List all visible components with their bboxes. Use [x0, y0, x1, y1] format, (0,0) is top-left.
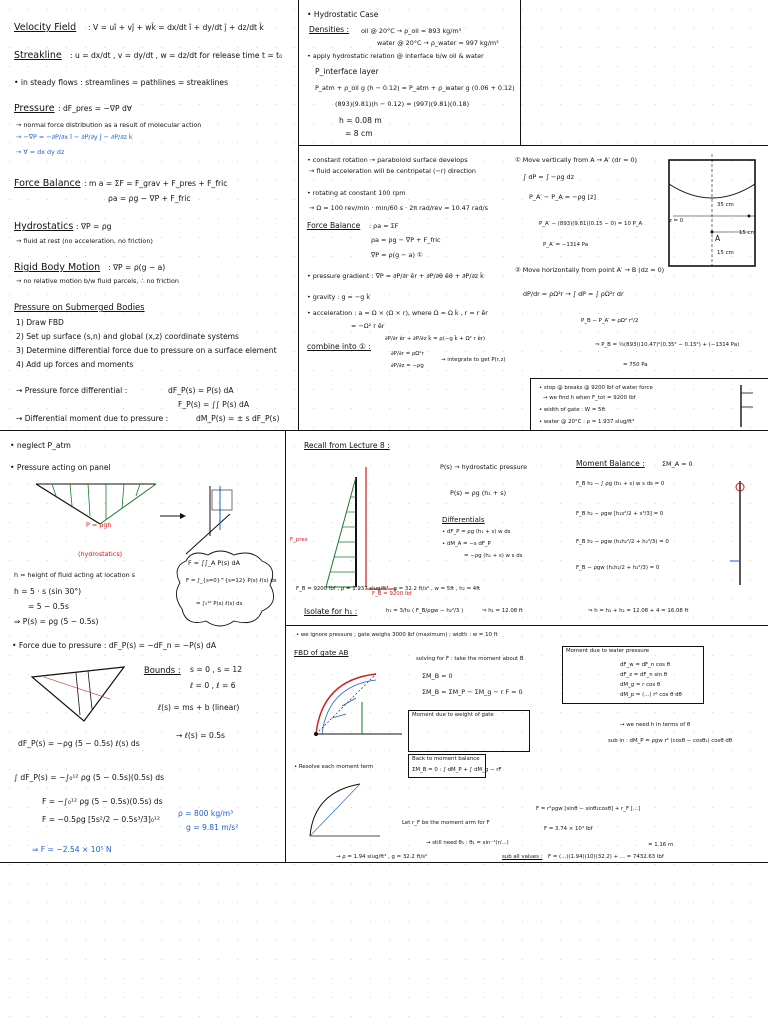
gate-fb-sketch: [726, 477, 766, 587]
stop-note-2: → we find h when F_tot = 9200 lbf: [543, 395, 636, 401]
pressure-force-differential-eq: dF_P(s) = P(s) dA: [168, 386, 234, 395]
hydrostatics-equation: : ∇P = ρg: [76, 222, 112, 231]
bounds-l: ℓ = 0 , ℓ = 6: [190, 681, 236, 690]
h-result-cm: = 8 cm: [345, 129, 373, 138]
hydrostatics-tag: (hydrostatics): [78, 550, 123, 558]
submerged-title: Pressure on Submerged Bodies: [14, 302, 145, 312]
isolate-label: Isolate for h₁ :: [304, 607, 358, 616]
panel-rotation: [299, 146, 768, 378]
rt-need-h: → we need h in terms of θ: [620, 722, 691, 728]
move-vertical-title: ① Move vertically from A → A′ (dr = 0): [515, 156, 638, 164]
moment-balance-eq1: F_B h₂ − ∫ ρg (h₁ + s) w s ds = 0: [576, 481, 665, 487]
move-vertical-result: P_A′ = −1314 Pa: [543, 242, 589, 248]
combine-eq3: ∂P/∂z = −ρg: [391, 363, 424, 369]
rt-eq1: dF_w = dF_n cos θ: [620, 662, 671, 668]
recall-lecture: Recall from Lecture 8 :: [304, 441, 390, 450]
steady-flow-note: • in steady flows : streamlines = pathlines = streaklines: [14, 78, 229, 87]
force-area-integral: F = ∫∫_A P(s) dA: [188, 559, 240, 567]
h-definition: h = height of fluid acting at location s: [14, 571, 136, 579]
fb-label: F_B = 9200 lbf: [372, 591, 412, 597]
panel-curved-gate: [286, 626, 768, 862]
gate-width: • width of gate : W = 5ft: [539, 407, 606, 413]
ps-expression: P(s) = ρg (h₁ + s): [450, 489, 507, 497]
bounds-label: Bounds :: [144, 665, 181, 675]
sum-moments-b-eq: ΣM_B = ΣM_P − ΣM_g − r F = 0: [422, 688, 523, 696]
acceleration-result: = −Ω² r êr: [351, 322, 385, 330]
theta-value: = 1.16 m: [648, 842, 674, 848]
panel-moment-balance: [286, 431, 768, 625]
back-to-moment-label: Back to moment balance: [412, 756, 480, 762]
force-evaluated: F = −0.5ρg [5s²/2 − 0.5s³/3]₀¹²: [42, 815, 160, 824]
moment-balance-label: Moment Balance :: [576, 459, 645, 468]
f-result: F = 3.74 × 10⁴ lbf: [544, 826, 593, 832]
differentials-label: Differentials: [442, 516, 485, 524]
gate-constants: → ρ = 1.94 slug/ft³ , g = 32.2 ft/s²: [336, 854, 428, 860]
l-of-s: → ℓ(s) = 0.5s: [176, 731, 226, 740]
pressure-force-integral: F_P(s) = ∫∫ P(s) dA: [178, 400, 250, 409]
divider-vertical-right-top: [520, 0, 521, 145]
h-result: h = 0.08 m: [339, 116, 382, 125]
isolate-eq: h₁ = 3/h₂ ( F_B/ρgw − h₂²/3 ): [386, 608, 464, 614]
differential-moment-b2: = −ρg (h₁ + s) w s ds: [464, 553, 523, 559]
pressure-on-panel: • Pressure acting on panel: [10, 463, 111, 472]
differential-force: dF_P(s) = −ρg (5 − 0.5s) ℓ(s) ds: [18, 739, 140, 748]
stop-gate-sketch: [737, 383, 767, 429]
curved-gate-sketch-2: [300, 776, 390, 846]
step-4: 4) Add up forces and moments: [16, 360, 134, 369]
moment-balance-eq3: F_B h₂ − ρgw (h₁h₂²/2 + h₂³/3) = 0: [576, 539, 669, 545]
differential-force-b: • dF_P = ρg (h₁ + s) w ds: [442, 529, 511, 535]
panel-gate-stop: [531, 379, 768, 430]
theta-note: → still need θ₁ : θ₁ = sin⁻¹(r/...): [426, 840, 509, 846]
move-horizontal-eq2: P_B − P_A′ = ρΩ² r²/2: [581, 318, 639, 324]
h-expression: h = 5 · s (sin 30°): [14, 587, 82, 596]
moment-balance-eq4: F_B − ρgw (h₁h₂/2 + h₂²/3) = 0: [576, 565, 660, 571]
pressure-force-differential-label: → Pressure force differential :: [16, 386, 128, 395]
combine-eq2: ∂P/∂r = ρΩ²r: [391, 351, 424, 357]
force-line-integral-2: = ∫₀¹² P(s) ℓ(s) ds: [196, 601, 243, 607]
move-horizontal-title: ② Move horizontally from point A′ → B (dz = 0): [515, 266, 665, 274]
let-rf: Let r_F be the moment arm for F: [402, 820, 490, 826]
hydrostatic-case-title: • Hydrostatic Case: [307, 10, 379, 19]
tank-z-label: z = 0: [669, 218, 684, 224]
rigid-body-note: → no relative motion b/w fluid parcels, ∴ no friction: [16, 277, 179, 285]
moment-weight-label: Moment due to weight of gate: [412, 712, 494, 718]
f-pres-label: F_pres: [290, 537, 308, 543]
interface-equation: P_atm + ρ_oil g (h − 0.12) = P_atm + ρ_water g (0.06 + 0.12): [315, 84, 515, 92]
pressure-title: Pressure: [14, 103, 55, 114]
rotation-speed: • rotating at constant 100 rpm: [307, 189, 406, 197]
streakline-title: Streakline: [14, 50, 62, 61]
pressure-note: → normal force distribution as a result of molecular action: [16, 121, 202, 129]
hydrostatics-note: → fluid at rest (no acceleration, no friction): [16, 237, 153, 245]
interface-label: P_interface layer: [315, 67, 379, 76]
velocity-field-equation: : V = uî + vĵ + wk̂ = dx/dt î + dy/dt ĵ + dz/dt k̂: [88, 23, 264, 32]
gate-given-note: • we ignore pressure ; gate weighs 3000 lbf (maximum) ; width : w = 10 ft: [296, 632, 498, 638]
triangle-panel-diagram: [14, 659, 154, 729]
fbd-gate-label: FBD of gate AB: [294, 648, 349, 657]
move-horizontal-eq1: dP/dr = ρΩ²r → ∫ dP = ∫ ρΩ²r dr: [523, 290, 624, 298]
differential-moment-eq: dM_P(s) = ± s dF_P(s): [196, 414, 280, 423]
move-vertical-eq2: P_A′ − P_A = −ρg [z]: [529, 193, 596, 201]
rt-sub: sub in : dM_P = ρgw r² (cosθ − cosθ₁) cosθ dθ: [608, 738, 733, 744]
rotation-note-2: → fluid acceleration will be centripetal (−r) direction: [309, 167, 476, 175]
panel-hydrostatic-case: [299, 0, 520, 145]
force-balance-equation-2: ρa = ρg − ∇P + F_fric: [108, 194, 191, 203]
rt-eq3: dM_g = r cos θ: [620, 682, 661, 688]
stop-note-1: • stop @ breaks @ 9200 lbf of water force: [539, 385, 653, 391]
force-line-integral: F = ∫_{s=0}^{s=12} P(s) ℓ(s) ds: [186, 578, 277, 584]
combine-label: combine into ① :: [307, 342, 371, 351]
pressure-volume: → ∀ = dx dy dz: [16, 148, 65, 156]
tank-radius-label: 15 cm: [717, 250, 734, 256]
gate-pressure-diagram: [306, 457, 416, 607]
apply-relation: • apply hydrostatic relation @ interface b/w oil & water: [307, 52, 484, 60]
rho-value: ρ = 800 kg/m³: [178, 809, 234, 818]
curved-gate-fbd: [302, 662, 412, 752]
force-balance-equation: : m a = ΣF = F_grav + F_pres + F_fric: [84, 179, 228, 188]
moment-balance-sum: ΣM_A = 0: [662, 460, 693, 468]
move-horizontal-eq3: ⇒ P_B = ½(893)(10.47)²(0.35² − 0.15²) + (−1314 Pa): [595, 342, 740, 348]
sub-values-label: sub all values :: [502, 854, 543, 860]
move-vertical-eq3: P_A′ − (893)(9.81)(0.15 − 0) = 10 P_A: [539, 221, 643, 227]
ps-hydrostatic: P(s) → hydrostatic pressure: [440, 463, 528, 471]
gravity-vector: • gravity : g = −g k̂: [307, 293, 371, 301]
force-answer: ⇒ F = −2.54 × 10⁵ N: [32, 845, 112, 854]
water-density: water @ 20°C → ρ_water = 997 kg/m³: [377, 39, 499, 47]
force-integral-2: F = −∫₀¹² ρg (5 − 0.5s)(0.5s) ds: [42, 797, 163, 806]
g-value: g = 9.81 m/s²: [186, 823, 239, 832]
pressure-function: ⇒ P(s) = ρg (5 − 0.5s): [14, 617, 99, 626]
combine-note: → integrate to get P(r,z): [441, 357, 506, 363]
hydrostatics-title: Hydrostatics: [14, 221, 74, 232]
tank-point-a: A: [715, 234, 721, 243]
h-simplified: = 5 − 0.5s: [28, 602, 69, 611]
final-answer: F = (...)(1.94)(10)(32.2) + ... = 7432.63 lbf: [548, 854, 664, 860]
force-balance-label: Force Balance: [307, 221, 361, 230]
tank-width-label: 35 cm: [717, 202, 734, 208]
moment-balance-eq2: F_B h₂ − ρgw [h₁s²/2 + s³/3] = 0: [576, 511, 664, 517]
pressure-gradient: → −∇P = −∂P/∂x î − ∂P/∂y ĵ − ∂P/∂z k̂: [16, 133, 133, 141]
rt-eq2: dF_z = dF_n sin θ: [620, 672, 668, 678]
given-values: F_B = 9200 lbf , ρ = 1.937 slug/ft³ , g = 32.2 ft/s² , w = 5ft , h₂ = 4ft: [296, 586, 481, 592]
move-horizontal-result: = 750 Pa: [623, 362, 648, 368]
force-balance-eq2: ρa = ρg − ∇P + F_fric: [371, 236, 441, 244]
pgh-label: P = ρgh: [86, 521, 112, 529]
force-balance-eq3: ∇P = ρ(g − a) ①: [371, 251, 423, 259]
force-balance-title: Force Balance: [14, 178, 81, 189]
rigid-body-title: Rigid Body Motion: [14, 262, 101, 273]
water-density-slug: • water @ 20°C : ρ = 1.937 slug/ft³: [539, 419, 635, 425]
force-integral: ∫ dF_P(s) = −∫₀¹² ρg (5 − 0.5s)(0.5s) ds: [14, 773, 165, 782]
bounds-s: s = 0 , s = 12: [190, 665, 243, 674]
differential-moment-label: → Differential moment due to pressure :: [16, 414, 169, 423]
force-balance-eq1: : ρa = ΣF: [369, 222, 399, 230]
tank-height-label: 15 cm: [739, 230, 756, 236]
solve-for-f: solving for F : take the moment about B: [416, 656, 524, 662]
step-3: 3) Determine differential force due to pressure on a surface element: [16, 346, 277, 355]
omega-conversion: → Ω = 100 rev/min · min/60 s · 2π rad/rev = 10.47 rad/s: [309, 204, 488, 212]
velocity-field-title: Velocity Field: [14, 22, 77, 33]
streakline-equation: : u = dx/dt , v = dy/dt , w = dz/dt for release time t = t₀: [70, 51, 283, 60]
neglect-patm: • neglect P_atm: [10, 441, 71, 450]
panel-inclined-panel: [0, 431, 285, 862]
linear-relation: ℓ(s) = ms + b (linear): [158, 703, 240, 712]
step-1: 1) Draw FBD: [16, 318, 64, 327]
total-height: ⇒ h = h₁ + h₂ = 12.08 + 4 = 16.08 ft: [588, 608, 689, 614]
rotation-note-1: • constant rotation → paraboloid surface develops: [307, 156, 468, 164]
combine-eq1: ∂P/∂r êr + ∂P/∂z k̂ = ρ(−g k̂ + Ω² r êr): [385, 336, 486, 342]
differential-moment-b: • dM_A = −s dF_P: [442, 541, 491, 547]
panel-fundamentals: [0, 0, 298, 430]
acceleration-vector: • acceleration : a = Ω × (Ω × r), where Ω = Ω k̂ , r = r êr: [307, 309, 488, 317]
moment-water-pressure-label: Moment due to water pressure: [566, 648, 650, 654]
pressure-gradient-polar: • pressure gradient : ∇P = ∂P/∂r êr + ∂P/∂θ êθ + ∂P/∂z k̂: [307, 272, 484, 280]
interface-equation-2: (893)(9.81)(h − 0.12) = (997)(9.81)(0.18): [335, 100, 470, 108]
divider-horizontal-bottom: [0, 862, 768, 863]
back-to-moment-eq: ΣM_B = 0 : ∫ dM_P + ∫ dM_g − rF: [412, 767, 502, 773]
sum-moments-b: ΣM_B = 0: [422, 672, 453, 680]
f-expression: F = r²ρgw [sinθ − sinθ₁cosθ] + r_F [...]: [536, 806, 641, 812]
oil-density: oil @ 20°C → ρ_oil = 893 kg/m³: [361, 27, 462, 35]
rigid-body-equation: : ∇P = ρ(g − a): [108, 263, 166, 272]
force-due-to-pressure: • Force due to pressure : dF_P(s) = −dF_n = −P(s) dA: [12, 641, 217, 650]
isolate-result: ⇒ h₁ = 12.08 ft: [482, 608, 523, 614]
rotating-tank-diagram: [663, 154, 763, 274]
resolve-moments-label: • Resolve each moment term: [294, 764, 374, 770]
step-2: 2) Set up surface (s,n) and global (x,z) coordinate systems: [16, 332, 239, 341]
pressure-equation: : dF_pres = −∇P d∀: [58, 104, 133, 113]
move-vertical-eq1: ∫ dP = ∫ −ρg dz: [523, 173, 574, 181]
rt-eq4: dM_p = (...) r² cos θ dθ: [620, 692, 682, 698]
densities-label: Densities :: [309, 25, 350, 34]
